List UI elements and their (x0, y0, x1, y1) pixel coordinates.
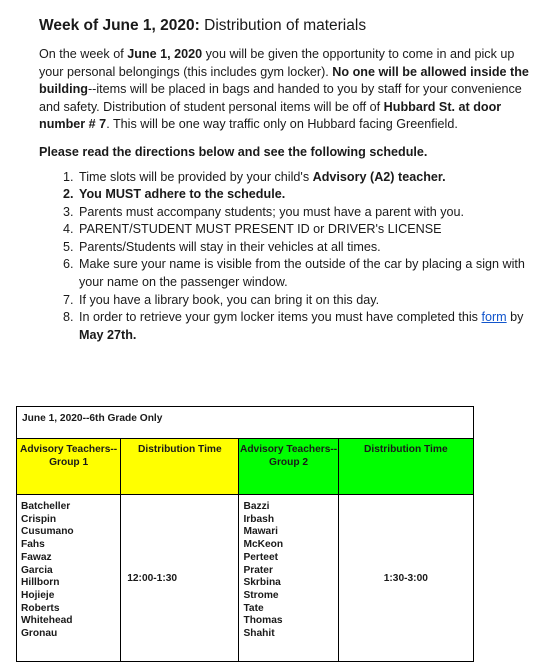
intro-text: No one will be allowed inside the building (39, 64, 529, 96)
header-group1-time: Distribution Time (121, 439, 239, 495)
direction-item (77, 239, 539, 257)
teacher-name: Mawari (243, 526, 279, 538)
teacher-name: Tate (243, 602, 264, 614)
group1-time: 12:00-1:30 (121, 495, 239, 662)
direction-text: In order to retrieve your gym locker items you must have completed this (79, 310, 482, 325)
schedule-caption: June 1, 2020--6th Grade Only (17, 407, 474, 439)
direction-text: by (506, 310, 524, 325)
group2-time: 1:30-3:00 (338, 495, 473, 662)
direction-item (77, 169, 539, 187)
teacher-name: Hillborn (21, 577, 60, 589)
direction-text: PARENT/STUDENT MUST PRESENT ID or DRIVER's LICENSE (79, 222, 442, 237)
teacher-name: Gronau (21, 628, 58, 640)
teacher-name: Bazzi (243, 501, 270, 512)
teacher-name: Hojieje (21, 589, 55, 601)
intro-text: June 1, 2020 (127, 47, 203, 61)
teacher-name: Roberts (21, 602, 60, 614)
intro-text: On the week of (39, 47, 128, 61)
header-group1-teachers: Advisory Teachers-- Group 1 (17, 439, 121, 495)
direction-item (77, 186, 539, 204)
direction-text: Parents must accompany students; you must have a parent with you. (79, 204, 465, 219)
direction-text: Advisory (A2) teacher. (312, 169, 446, 184)
document-body (39, 16, 539, 344)
teacher-name: Fawaz (21, 551, 52, 563)
teacher-name: McKeon (243, 539, 284, 551)
direction-item (77, 309, 539, 344)
direction-text: You MUST adhere to the schedule. (79, 187, 286, 202)
teacher-name: Irbash (243, 513, 275, 525)
form-link[interactable]: form (481, 310, 507, 325)
direction-item (77, 292, 539, 310)
teacher-name: Skrbina (243, 577, 281, 589)
direction-text: If you have a library book, you can bring it on this day. (79, 292, 380, 307)
intro-text: you will be given the opportunity to come in and pick up your personal belongings (this includes gym locker). (39, 47, 515, 79)
teacher-name: Fahs (21, 539, 45, 551)
teacher-name: Thomas (243, 615, 283, 627)
teacher-name: Garcia (21, 564, 53, 576)
page-title (39, 16, 539, 36)
header-group2-teachers: Advisory Teachers-- Group 2 (239, 439, 338, 495)
teacher-name: Cusumano (21, 526, 74, 538)
teacher-name: Batcheller (21, 501, 71, 512)
direction-text: May 27th. (79, 327, 137, 342)
group1-teacher-list (17, 495, 121, 662)
teacher-name: Strome (243, 589, 279, 601)
schedule-table (16, 406, 474, 662)
title-rest: Distribution of materials (199, 17, 367, 34)
teacher-name: Shahit (243, 628, 275, 640)
directions-heading: Please read the directions below and see the following schedule. (39, 144, 428, 159)
title-date: Week of June 1, 2020: (39, 17, 200, 34)
teacher-name: Whitehead (21, 615, 73, 627)
directions-list (39, 169, 539, 345)
direction-text: Parents/Students will stay in their vehicles at all times. (79, 239, 381, 254)
direction-text: Time slots will be provided by your child's (79, 169, 313, 184)
intro-text: . This will be one way traffic only on Hubbard facing Greenfield. (106, 117, 458, 131)
header-group2-time: Distribution Time (338, 439, 473, 495)
direction-item (77, 256, 539, 291)
group2-teacher-list (239, 495, 338, 662)
teacher-name: Perteet (243, 551, 279, 563)
intro-text: Hubbard St. at door number # 7 (39, 99, 502, 131)
direction-text: Make sure your name is visible from the outside of the car by placing a sign with your name on the passenger window. (79, 257, 525, 290)
intro-paragraph (39, 46, 539, 134)
teacher-name: Crispin (21, 513, 57, 525)
direction-item (77, 221, 539, 239)
direction-item (77, 204, 539, 222)
teacher-name: Prater (243, 564, 273, 576)
intro-text: --items will be placed in bags and handed to you by staff for your convenience and safety. Distribution of student personal items will be off of (39, 82, 522, 114)
